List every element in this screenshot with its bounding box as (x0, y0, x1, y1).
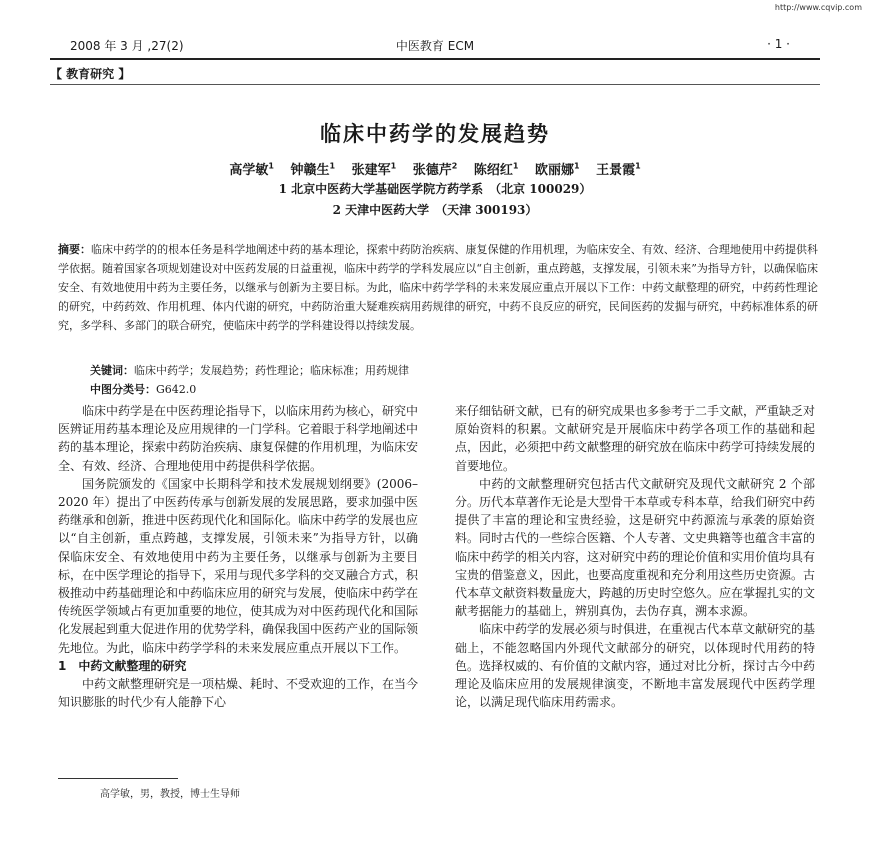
keywords (90, 362, 810, 378)
footnote-rule (58, 778, 178, 779)
watermark-url: http://www.cqvip.com (774, 3, 862, 12)
paragraph: 临床中药学是在中医药理论指导下，以临床用药为核心，研究中医辨证用药基本理论及应用规律的一门学科。它着眼于科学地阐述中药的基本理论，探索中药防治疾病、康复保健的作用机理，为临床安全、有效、经济、合理地使用中药提供科学依据。 (58, 404, 419, 473)
header-journal: 中医教育 ECM (395, 39, 475, 53)
author: 陈绍红$^1$ (473, 161, 519, 178)
paragraph: 中药的文献整理研究包括古代文献研究及现代文献研究 2 个部分。历代本草著作无论是大型骨干本草或专科本草，给我们研究中药提供了丰富的理论和宝贵经验，这是研究中药源流与承袭的原始资料。同时古代的一些综合医籍、个人专著、文史典籍等也蕴含丰富的临床中药学的相关内容，这对研究中药的理论价值和实用价值均具有宝贵的借鉴意义，因此，也要高度重视和充分利用这些历史资源。古代本草文献资料数量庞大，跨越的历史时空悠久。应在掌握扎实的文献考据能力的基础上，辨别真伪，去伪存真，溯本求源。 (455, 476, 816, 619)
author-list (0, 159, 870, 178)
paragraph: 来仔细钻研文献，已有的研究成果也多参考于二手文献，严重缺乏对原始资料的积累。文献研究是开展临床中药学各项工作的基础和起点，因此，必须把中药文献整理的研究放在临床中药学可持续发展的首要地位。 (455, 404, 816, 473)
paragraph: 国务院颁发的《国家中长期科学和技术发展规划纲要》(2006–2020 年）提出了中医药传承与创新发展的发展思路，要求加强中医药继承和创新，推进中医药现代化和国际化。临床中药学的发展也应以“自主创新，重点跨越，支撑发展，引领未来”为指导方针，以确保临床安全、有效地使用中药为主要任务，以继承与创新为主要目标，在中医学理论的指导下，采用与现代多学科的交叉融合方式，积极推动中药基础理论和中药临床应用的研究与发展，使临床中药学在传统医学领域占有更加重要的地位，使其成为对中医药现代化和国际化发展起到重大促进作用的优势学科，确保我国中医药产业的国际领先地位。为此，临床中药学学科的未来发展应重点开展以下工作。 (58, 476, 419, 655)
section-tag: 【 教育研究 】 (50, 67, 131, 81)
abstract (58, 240, 818, 335)
body-column-left (58, 402, 418, 711)
abstract-text: 临床中药学的的根本任务是科学地阐述中药的基本理论，探索中药防治疾病、康复保健的作用机理，为临床安全、有效、经济、合理地使用中药提供科学依据。随着国家各项规划建设对中医药发展的日益重视，临床中药学的学科发展应以“自主创新，重点跨越，支撑发展，引领未来”为指导方针，以确保临床安全、有效地使用中药为主要任务，以继承与创新为主要目标。为此，临床中药学学科的未来发展应重点开展以下工作：中药文献整理的研究，中药药性理论的研究，中药药效、作用机理、体内代谢的研究，中药防治重大疑难疾病用药规律的研究，中药不良反应的研究，民间医药的发掘与研究，中药标准体系的研究，多学科、多部门的联合研究，使临床中药学的学科建设得以持续发展。 (58, 243, 818, 332)
header-page-number: · 1 · (767, 37, 790, 51)
keywords-text: 临床中药学；发展趋势；药性理论；临床标准；用药规律 (134, 364, 409, 377)
author: 钟赣生$^1$ (290, 161, 336, 178)
clc-number (90, 381, 196, 397)
abstract-label: 摘要： (58, 243, 92, 256)
header-rule (50, 58, 820, 60)
affiliation-1: 1 北京中医药大学基础医学院方药学系 （北京 100029） (278, 182, 592, 196)
clc-label: 中图分类号： (90, 383, 156, 396)
section-heading: 1 中药文献整理的研究 (58, 658, 187, 673)
paragraph: 临床中药学的发展必须与时俱进，在重视古代本草文献研究的基础上，不能忽略国内外现代文献部分的研究，以体现时代用药的特色。选择权威的、有价值的文献内容，通过对比分析，探讨古今中药理论及临床应用的发展规律演变，不断地丰富发展现代中医药学理论，以满足现代临床用药需求。 (455, 622, 816, 710)
paragraph: 中药文献整理研究是一项枯燥、耗时、不受欢迎的工作，在当今知识膨胀的时代少有人能静下心 (58, 677, 419, 710)
keywords-label: 关键词： (90, 364, 134, 377)
body-column-right (455, 402, 815, 711)
affiliation-2: 2 天津中医药大学 （天津 300193） (332, 203, 538, 217)
section-rule (50, 84, 820, 85)
author: 张建军$^1$ (351, 161, 397, 178)
clc-text: G642.0 (156, 383, 197, 396)
author: 张德芹$^2$ (412, 161, 458, 178)
author: 高学敏$^1$ (229, 161, 274, 178)
author: 王景霞$^1$ (596, 161, 641, 178)
paper-title: 临床中药学的发展趋势 (320, 122, 550, 146)
header-date: 2008 年 3 月 ,27(2) (70, 39, 184, 53)
footnote: 高学敏，男，教授，博士生导师 (100, 789, 240, 800)
author: 欧丽娜$^1$ (534, 161, 580, 178)
